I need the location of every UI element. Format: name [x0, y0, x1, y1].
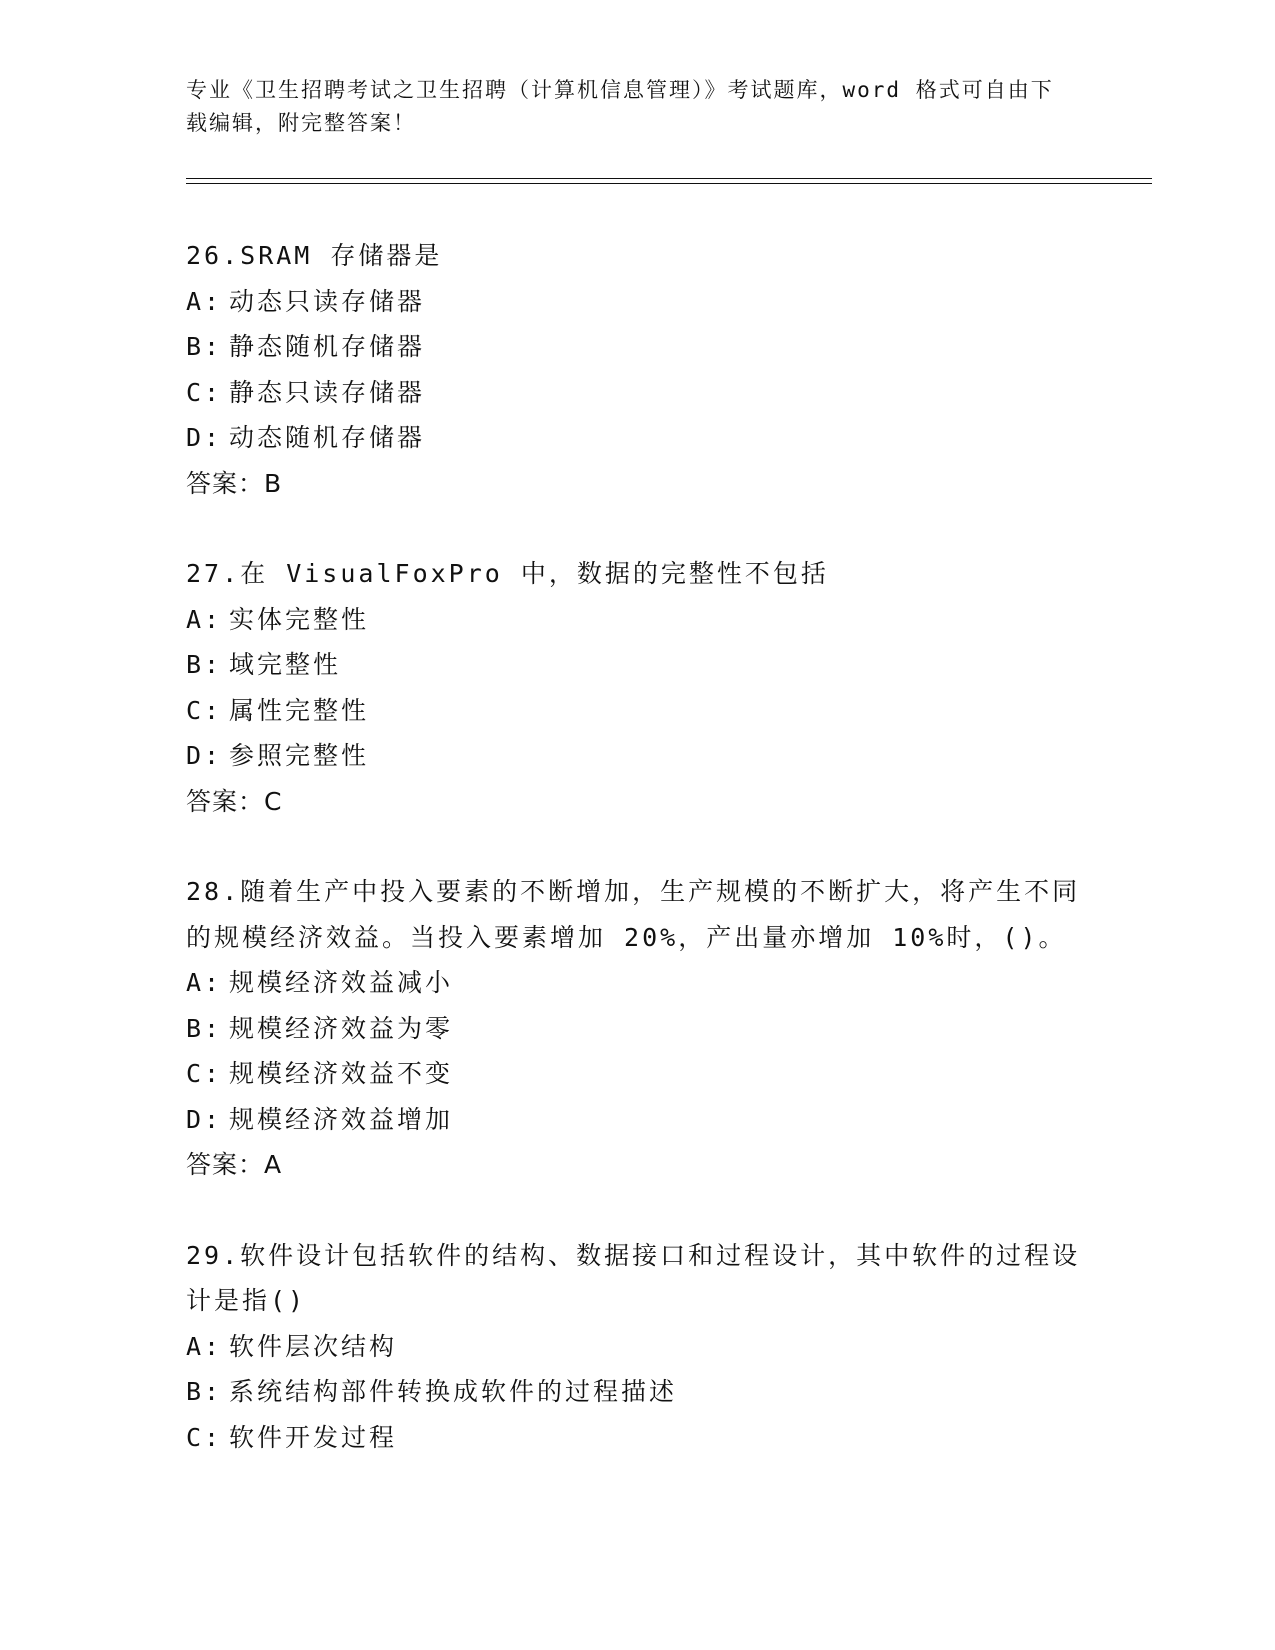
option-text: 静态只读存储器: [229, 377, 426, 407]
option-text: 静态随机存储器: [229, 332, 426, 361]
option-text: 软件开发过程: [229, 1422, 398, 1452]
document-header: [186, 74, 1066, 140]
option-letter: C:: [186, 1059, 223, 1088]
answer-line: [186, 1142, 1086, 1188]
answer-label: 答案：: [186, 1150, 265, 1179]
answer-line: [186, 461, 1086, 507]
option-text: 规模经济效益增加: [229, 1104, 454, 1134]
option-text: 动态随机存储器: [229, 423, 426, 452]
option-b: [186, 324, 1086, 370]
option-letter: A:: [186, 968, 223, 997]
option-text: 动态只读存储器: [229, 286, 426, 316]
option-text: 实体完整性: [229, 604, 370, 634]
option-text: 系统结构部件转换成软件的过程描述: [229, 1377, 678, 1406]
answer-value: A: [264, 1150, 283, 1179]
question-29: [186, 1233, 1086, 1461]
question-stem: 28.随着生产中投入要素的不断增加，生产规模的不断扩大，将产生不同的规模经济效益。当投入要素增加 20%，产出量亦增加 10%时，()。: [186, 877, 1081, 952]
option-a: [186, 597, 1086, 643]
option-text: 参照完整性: [229, 741, 370, 770]
option-a: [186, 960, 1086, 1006]
header-divider-bottom: [186, 183, 1152, 184]
option-b: [186, 1369, 1086, 1415]
header-divider-top: [186, 178, 1152, 179]
option-text: 规模经济效益为零: [229, 1013, 454, 1043]
option-text: 软件层次结构: [229, 1331, 398, 1361]
option-d: [186, 1097, 1086, 1143]
option-b: [186, 1006, 1086, 1052]
option-letter: C:: [186, 695, 223, 725]
question-stem: 29.软件设计包括软件的结构、数据接口和过程设计，其中软件的过程设计是指(): [186, 1240, 1081, 1315]
question-stem: 27.在 VisualFoxPro 中，数据的完整性不包括: [186, 559, 829, 588]
question-stem: 26.SRAM 存储器是: [186, 241, 443, 270]
option-a: [186, 279, 1086, 325]
option-d: [186, 415, 1086, 461]
option-text: 规模经济效益不变: [229, 1059, 454, 1088]
option-letter: C:: [186, 377, 223, 407]
option-letter: A:: [186, 604, 223, 634]
answer-label: 答案：: [186, 468, 265, 498]
option-b: [186, 642, 1086, 688]
option-c: [186, 688, 1086, 734]
question-28: [186, 869, 1086, 1188]
option-letter: B:: [186, 650, 223, 679]
answer-line: [186, 779, 1086, 825]
option-letter: A:: [186, 1331, 223, 1361]
option-letter: B:: [186, 332, 223, 361]
option-text: 域完整性: [229, 650, 342, 679]
option-letter: D:: [186, 423, 223, 452]
option-letter: D:: [186, 1104, 223, 1134]
option-d: [186, 733, 1086, 779]
option-text: 属性完整性: [229, 695, 370, 725]
answer-label: 答案：: [186, 786, 265, 816]
option-c: [186, 1415, 1086, 1461]
header-intro-text: 专业《卫生招聘考试之卫生招聘（计算机信息管理）》考试题库，word 格式可自由下载编辑，附完整答案！: [186, 78, 1054, 135]
question-list: [186, 233, 1086, 1460]
option-a: [186, 1324, 1086, 1370]
option-letter: B:: [186, 1377, 223, 1406]
option-letter: C:: [186, 1422, 223, 1452]
option-letter: D:: [186, 741, 223, 770]
option-text: 规模经济效益减小: [229, 968, 454, 997]
option-letter: B:: [186, 1013, 223, 1043]
question-27: [186, 551, 1086, 824]
answer-value: B: [264, 468, 283, 498]
option-c: [186, 370, 1086, 416]
answer-value: C: [264, 786, 283, 816]
option-letter: A:: [186, 286, 223, 316]
option-c: [186, 1051, 1086, 1097]
question-26: [186, 233, 1086, 506]
